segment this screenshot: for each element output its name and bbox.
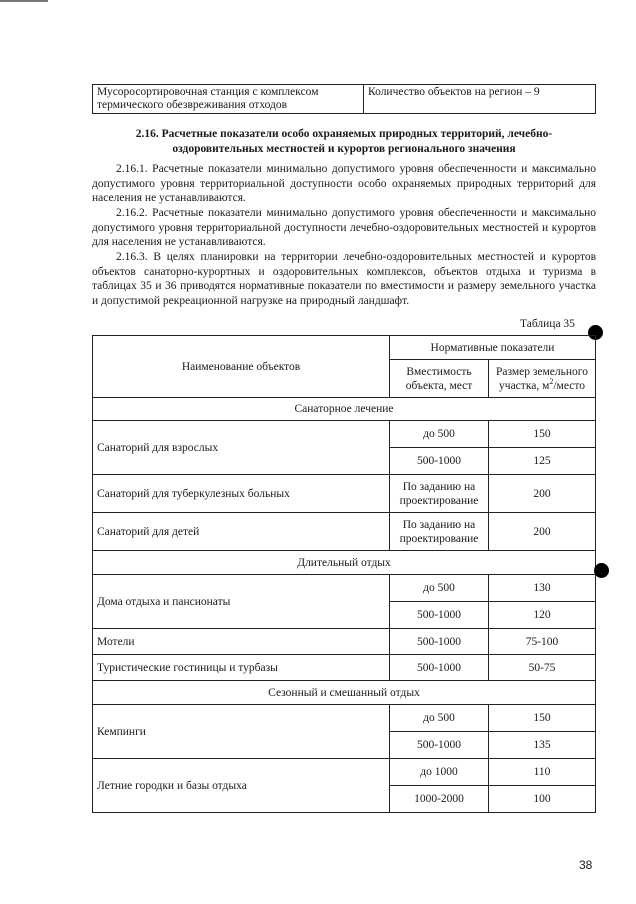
capacity-cell: до 500	[390, 575, 489, 602]
area-cell: 75-100	[489, 629, 596, 655]
capacity-cell: до 500	[390, 421, 489, 448]
row-name: Туристические гостиницы и турбазы	[93, 655, 390, 681]
area-cell: 135	[489, 732, 596, 759]
paragraph-2-16-2: 2.16.2. Расчетные показатели минимально допустимого уровня обеспеченности и максимально допустимого уровня территориальной доступности лечебно-оздоровительных местностей и курортов для населения не устанавливаются.	[92, 207, 596, 248]
capacity-cell: 1000-2000	[390, 786, 489, 813]
table-section-row	[93, 681, 596, 705]
area-cell: 200	[489, 475, 596, 513]
area-cell: 120	[489, 602, 596, 629]
capacity-cell: 500-1000	[390, 655, 489, 681]
table-header-row	[93, 336, 596, 360]
table-section-row	[93, 398, 596, 421]
header-area-unit: /место	[553, 379, 585, 392]
capacity-cell: до 1000	[390, 759, 489, 786]
table-35	[92, 335, 596, 813]
paragraph-2-16-3: 2.16.3. В целях планировки на территории лечебно-оздоровительных местностей и курортов объектов санаторно-курортных и оздоровительных комплексов, объектов отдыха и туризма в таблицах 35 и 36 приводятся нормативные показатели по вместимости и размеру земельного участка и допустимой рекреационной нагрузке на природный ландшафт.	[92, 251, 596, 307]
section-title: Сезонный и смешанный отдых	[93, 681, 596, 705]
punch-hole-dot	[594, 563, 609, 578]
capacity-cell: По заданию на проектирование	[390, 475, 489, 513]
area-cell: 130	[489, 575, 596, 602]
top-table-fragment	[92, 84, 596, 114]
area-cell: 110	[489, 759, 596, 786]
page-number: 38	[579, 858, 593, 872]
table-cell: Количество объектов на регион – 9	[364, 85, 596, 114]
paragraph-2-16-1: 2.16.1. Расчетные показатели минимально допустимого уровня обеспеченности и максимально допустимого уровня территориальной доступности особо охраняемых природных территорий для населения не устанавливаются.	[92, 163, 596, 204]
row-name: Дома отдыха и пансионаты	[93, 575, 390, 629]
header-area	[489, 360, 596, 398]
capacity-cell: до 500	[390, 705, 489, 732]
table-row	[93, 513, 596, 551]
table-row	[93, 655, 596, 681]
table-cell: Мусоросортировочная станция с комплексом термического обезвреживания отходов	[93, 85, 364, 114]
header-area-sup: 2	[549, 376, 554, 386]
table-row	[93, 85, 596, 114]
table-section-row	[93, 551, 596, 575]
header-group: Нормативные показатели	[390, 336, 596, 360]
table-row	[93, 421, 596, 448]
table-row	[93, 705, 596, 732]
scan-edge-line	[0, 0, 48, 2]
row-name: Санаторий для детей	[93, 513, 390, 551]
area-cell: 150	[489, 421, 596, 448]
section-heading: 2.16. Расчетные показатели особо охраняемых природных территорий, лечебно-оздоровительных местностей и курортов регионального значения	[135, 128, 553, 155]
header-name-col: Наименование объектов	[93, 336, 390, 398]
row-name: Кемпинги	[93, 705, 390, 759]
capacity-cell: 500-1000	[390, 629, 489, 655]
area-cell: 150	[489, 705, 596, 732]
header-area-text: Размер земельного участка, м	[496, 365, 588, 392]
row-name: Санаторий для туберкулезных больных	[93, 475, 390, 513]
section-title: Санаторное лечение	[93, 398, 596, 421]
table-row	[93, 629, 596, 655]
header-capacity: Вместимость объекта, мест	[390, 360, 489, 398]
area-cell: 125	[489, 448, 596, 475]
table-row	[93, 575, 596, 602]
row-name: Летние городки и базы отдыха	[93, 759, 390, 813]
capacity-cell: По заданию на проектирование	[390, 513, 489, 551]
row-name: Санаторий для взрослых	[93, 421, 390, 475]
capacity-cell: 500-1000	[390, 732, 489, 759]
table-row	[93, 759, 596, 786]
capacity-cell: 500-1000	[390, 602, 489, 629]
area-cell: 50-75	[489, 655, 596, 681]
area-cell: 100	[489, 786, 596, 813]
table-caption: Таблица 35	[520, 318, 575, 330]
row-name: Мотели	[93, 629, 390, 655]
table-row	[93, 475, 596, 513]
area-cell: 200	[489, 513, 596, 551]
section-title: Длительный отдых	[93, 551, 596, 575]
capacity-cell: 500-1000	[390, 448, 489, 475]
